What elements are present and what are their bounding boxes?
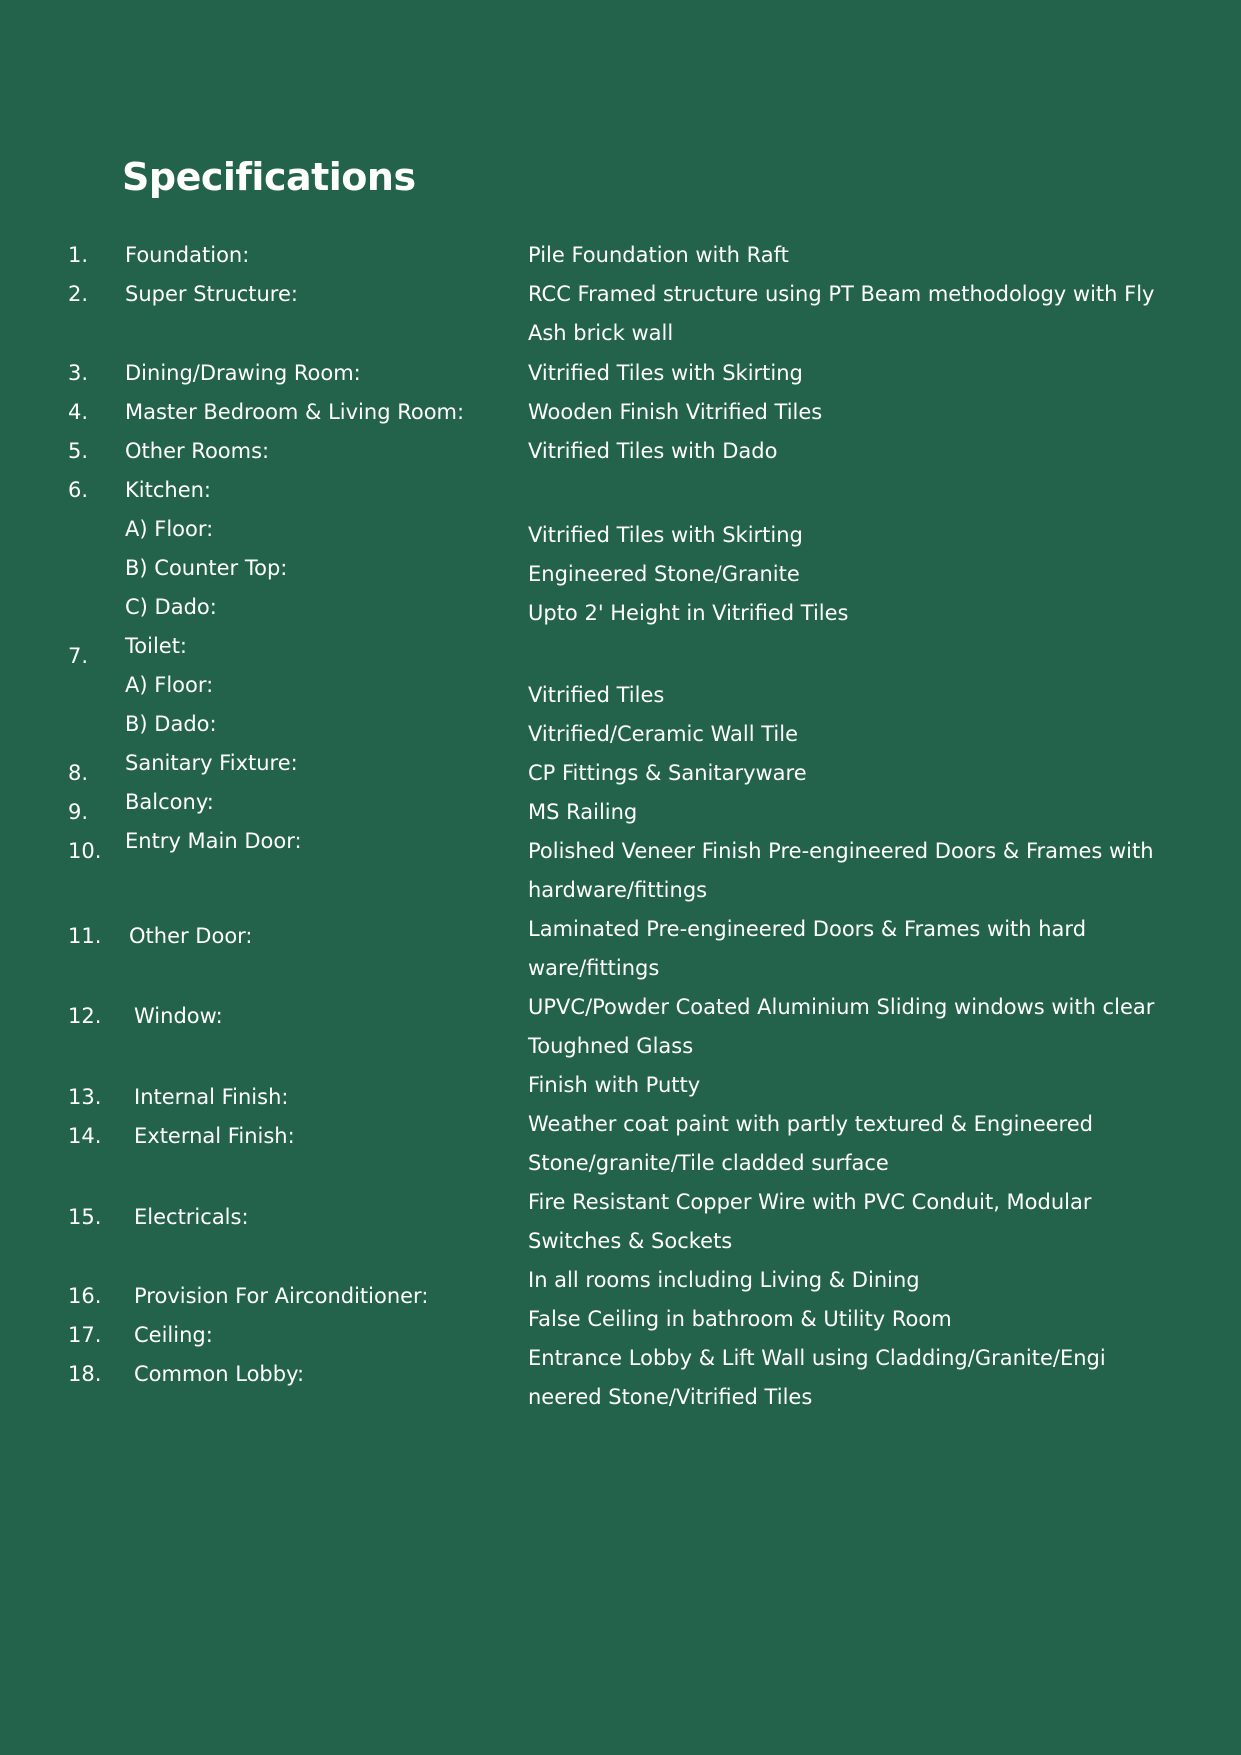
spec-value: In all rooms including Living & Dining: [528, 1268, 920, 1292]
spec-label: Window:: [134, 1004, 223, 1028]
spec-number: 15.: [68, 1205, 102, 1229]
spec-value: Laminated Pre-engineered Doors & Frames with hard: [528, 917, 1087, 941]
spec-label: Other Door:: [129, 924, 253, 948]
spec-number: 11.: [68, 924, 102, 948]
spec-label: Electricals:: [134, 1205, 249, 1229]
page-title: Specifications: [122, 155, 416, 199]
spec-label: Other Rooms:: [125, 439, 270, 463]
spec-value: CP Fittings & Sanitaryware: [528, 761, 807, 785]
spec-value: Fire Resistant Copper Wire with PVC Conduit, Modular: [528, 1190, 1092, 1214]
spec-label: Sanitary Fixture:: [125, 751, 298, 775]
spec-number: 14.: [68, 1124, 102, 1148]
spec-label: A) Floor:: [125, 517, 214, 541]
spec-label: Dining/Drawing Room:: [125, 361, 361, 385]
spec-number: 1.: [68, 243, 89, 267]
spec-label: Master Bedroom & Living Room:: [125, 400, 465, 424]
spec-value: Ash brick wall: [528, 321, 674, 345]
spec-number: 8.: [68, 761, 89, 785]
spec-value: neered Stone/Vitrified Tiles: [528, 1385, 813, 1409]
spec-label: Internal Finish:: [134, 1085, 289, 1109]
spec-value: False Ceiling in bathroom & Utility Room: [528, 1307, 952, 1331]
spec-number: 5.: [68, 439, 89, 463]
spec-number: 12.: [68, 1004, 102, 1028]
spec-label: Ceiling:: [134, 1323, 213, 1347]
spec-label: Provision For Airconditioner:: [134, 1284, 429, 1308]
spec-value: Switches & Sockets: [528, 1229, 733, 1253]
spec-label: Balcony:: [125, 790, 214, 814]
spec-label: Super Structure:: [125, 282, 298, 306]
spec-value: Wooden Finish Vitrified Tiles: [528, 400, 823, 424]
spec-label: B) Counter Top:: [125, 556, 288, 580]
spec-number: 4.: [68, 400, 89, 424]
spec-number: 9.: [68, 800, 89, 824]
spec-number: 7.: [68, 644, 89, 668]
spec-label: A) Floor:: [125, 673, 214, 697]
spec-label: Entry Main Door:: [125, 829, 302, 853]
spec-value: ware/fittings: [528, 956, 660, 980]
spec-label: B) Dado:: [125, 712, 217, 736]
spec-value: Weather coat paint with partly textured & Engineered: [528, 1112, 1093, 1136]
spec-number: 13.: [68, 1085, 102, 1109]
spec-label: Common Lobby:: [134, 1362, 305, 1386]
spec-number: 18.: [68, 1362, 102, 1386]
spec-value: Pile Foundation with Raft: [528, 243, 789, 267]
spec-label: Foundation:: [125, 243, 250, 267]
spec-value: MS Railing: [528, 800, 638, 824]
spec-number: 16.: [68, 1284, 102, 1308]
spec-label: C) Dado:: [125, 595, 217, 619]
spec-value: Vitrified Tiles with Skirting: [528, 523, 803, 547]
spec-value: Vitrified Tiles: [528, 683, 665, 707]
spec-value: Entrance Lobby & Lift Wall using Cladding/Granite/Engi: [528, 1346, 1106, 1370]
spec-number: 17.: [68, 1323, 102, 1347]
spec-value: Finish with Putty: [528, 1073, 701, 1097]
spec-number: 3.: [68, 361, 89, 385]
spec-value: hardware/fittings: [528, 878, 708, 902]
spec-value: RCC Framed structure using PT Beam methodology with Fly: [528, 282, 1155, 306]
spec-value: Polished Veneer Finish Pre-engineered Doors & Frames with: [528, 839, 1154, 863]
spec-label: Kitchen:: [125, 478, 211, 502]
spec-value: Vitrified Tiles with Dado: [528, 439, 778, 463]
spec-number: 6.: [68, 478, 89, 502]
spec-label: Toilet:: [125, 634, 188, 658]
spec-value: Engineered Stone/Granite: [528, 562, 800, 586]
spec-number: 2.: [68, 282, 89, 306]
spec-number: 10.: [68, 839, 102, 863]
spec-value: Toughned Glass: [528, 1034, 694, 1058]
spec-value: Vitrified Tiles with Skirting: [528, 361, 803, 385]
spec-label: External Finish:: [134, 1124, 295, 1148]
spec-value: Stone/granite/Tile cladded surface: [528, 1151, 889, 1175]
spec-value: UPVC/Powder Coated Aluminium Sliding windows with clear: [528, 995, 1155, 1019]
spec-value: Upto 2' Height in Vitrified Tiles: [528, 601, 849, 625]
spec-value: Vitrified/Ceramic Wall Tile: [528, 722, 798, 746]
